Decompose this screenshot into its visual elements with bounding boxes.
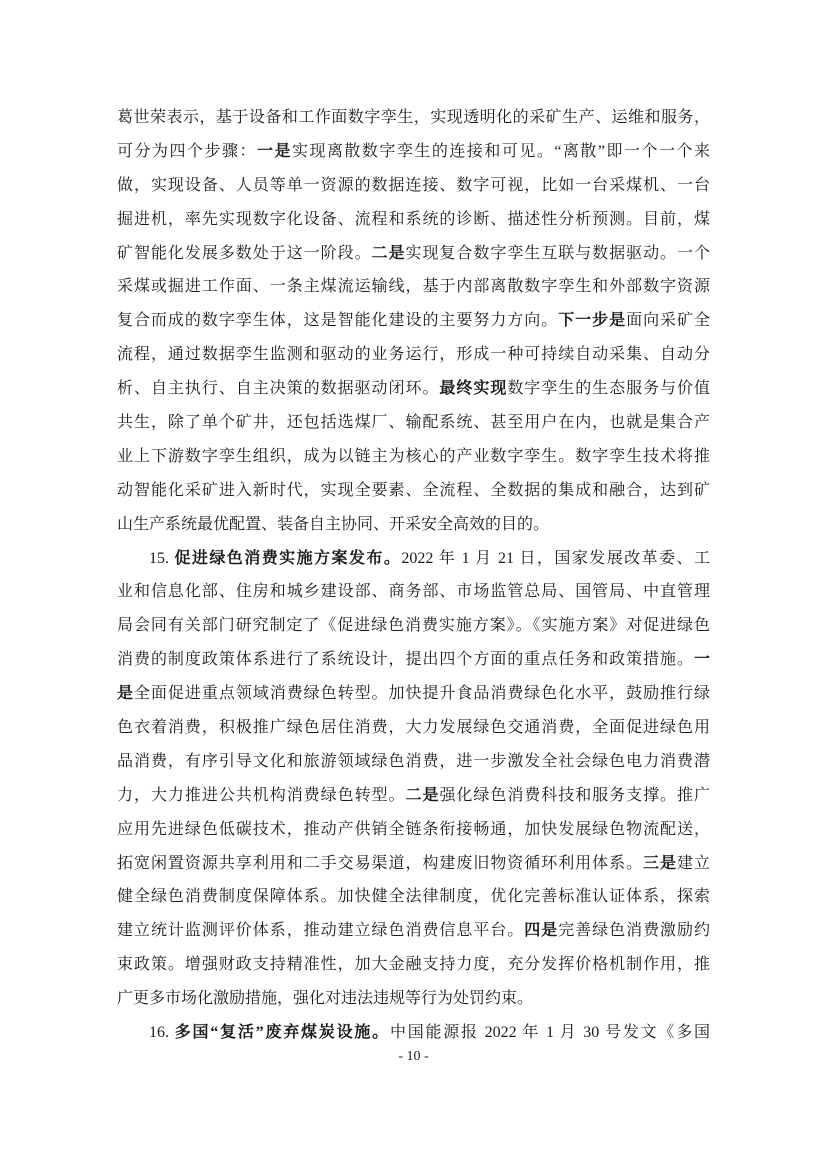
text-segment: 建立统计监测评价体系，推动建立绿色消费信息平台。 xyxy=(117,922,525,940)
text-segment: 流程，通过数据孪生监测和驱动的业务运行，形成一种可持续自动采集、自动分 xyxy=(117,346,710,364)
text-segment: 消费的制度政策体系进行了系统设计，提出四个方面的重点任务和政策措施。 xyxy=(117,651,694,669)
text-segment: 山生产系统最优配置、装备自主协同、开采安全高效的目的。 xyxy=(117,515,550,533)
bold-emphasis: 一 xyxy=(693,651,710,669)
text-segment: 拓宽闲置资源共享利用和二手交易渠道，构建废旧物资循环利用体系。 xyxy=(117,854,644,872)
text-segment: 业和信息化部、住房和城乡建设部、商务部、市场监管总局、国管局、中直管理 xyxy=(117,583,710,601)
text-segment: 共生，除了单个矿井，还包括选煤厂、输配系统、甚至用户在内，也就是集合产 xyxy=(117,414,710,432)
text-segment: 实现离散数字孪生的连接和可见。“离散”即一个一个来 xyxy=(291,142,710,160)
text-line xyxy=(117,372,710,406)
text-segment: 业上下游数字孪生组织，成为以链主为核心的产业数字孪生。数字孪生技术将推 xyxy=(117,447,710,465)
text-segment: 中国能源报 2022 年 1 月 30 号发文《多国 xyxy=(389,1024,710,1042)
bold-emphasis: 下一步是 xyxy=(558,312,627,330)
text-line xyxy=(117,304,710,338)
text-line xyxy=(117,643,710,677)
bold-emphasis: 二是 xyxy=(405,786,440,804)
text-line xyxy=(117,813,710,847)
text-line xyxy=(117,508,710,542)
text-segment: 品消费，有序引导文化和旅游领域绿色消费，进一步激发全社会绿色电力消费潜 xyxy=(117,752,710,770)
text-line xyxy=(117,169,710,203)
text-line xyxy=(117,440,710,474)
text-line xyxy=(117,575,710,609)
text-line xyxy=(117,609,710,643)
page-body xyxy=(117,101,710,1050)
text-segment: 完善绿色消费激励约 xyxy=(558,922,710,940)
text-segment: 面向采矿全 xyxy=(626,312,710,330)
text-segment: 做，实现设备、人员等单一资源的数据连接、数字可视，比如一台采煤机、一台 xyxy=(117,176,710,194)
text-segment: 数字孪生的生态服务与价值 xyxy=(507,380,710,398)
text-segment: 应用先进绿色低碳技术，推动产供销全链条衔接畅通，加快发展绿色物流配送， xyxy=(117,820,710,838)
text-line xyxy=(117,745,710,779)
text-segment: 色衣着消费，积极推广绿色居住消费，大力发展绿色交通消费，全面促进绿色用 xyxy=(117,719,710,737)
text-line xyxy=(117,338,710,372)
text-line xyxy=(117,237,710,271)
text-line xyxy=(117,847,710,881)
text-line xyxy=(117,542,710,576)
section-number: 15. xyxy=(149,549,175,567)
text-segment: 动智能化采矿进入新时代，实现全要素、全流程、全数据的集成和融合，达到矿 xyxy=(117,481,710,499)
text-line xyxy=(117,101,710,135)
text-segment: 广更多市场化激励措施，强化对违法违规等行为处罚约束。 xyxy=(117,990,534,1008)
section-heading: 促进绿色消费实施方案发布。 xyxy=(174,549,402,567)
text-segment: 复合而成的数字孪生体，这是智能化建设的主要努力方向。 xyxy=(117,312,559,330)
text-segment: 2022 年 1 月 21 日，国家发展改革委、工 xyxy=(401,549,710,567)
text-segment: 全面促进重点领域消费绿色转型。加快提升食品消费绿色化水平，鼓励推行绿 xyxy=(133,685,710,703)
text-segment: 矿智能化发展多数处于这一阶段。 xyxy=(117,244,372,262)
text-line xyxy=(117,474,710,508)
text-line xyxy=(117,270,710,304)
paragraph-digital-twin-steps xyxy=(117,101,710,542)
text-segment: 析、自主执行、自主决策的数据驱动闭环。 xyxy=(117,380,440,398)
text-line xyxy=(117,203,710,237)
text-segment: 掘进机，率先实现数字化设备、流程和系统的诊断、描述性分析预测。目前，煤 xyxy=(117,210,710,228)
section-number: 16. xyxy=(149,1024,175,1042)
text-line xyxy=(117,1016,710,1050)
text-segment: 可分为四个步骤： xyxy=(117,142,257,160)
text-line xyxy=(117,948,710,982)
text-line xyxy=(117,677,710,711)
bold-emphasis: 三是 xyxy=(643,854,677,872)
bold-emphasis: 最终实现 xyxy=(439,380,508,398)
text-segment: 强化绿色消费科技和服务支撑。推广 xyxy=(439,786,710,804)
text-segment: 局会同有关部门研究制定了《促进绿色消费实施方案》。《实施方案》对促进绿色 xyxy=(117,617,710,635)
text-segment: 实现复合数字孪生互联与数据驱动。一个 xyxy=(405,244,710,262)
text-line xyxy=(117,880,710,914)
text-line xyxy=(117,982,710,1016)
text-segment: 采煤或掘进工作面、一条主煤流运输线，基于内部离散数字孪生和外部数字资源 xyxy=(117,278,710,296)
text-segment: 健全绿色消费制度保障体系。加快健全法律制度，优化完善标准认证体系，探索 xyxy=(117,888,710,906)
text-line xyxy=(117,135,710,169)
bold-emphasis: 是 xyxy=(117,685,134,703)
text-segment: 葛世荣表示，基于设备和工作面数字孪生，实现透明化的采矿生产、运维和服务， xyxy=(117,109,710,126)
text-segment: 束政策。增强财政支持精准性，加大金融支持力度，充分发挥价格机制作用，推 xyxy=(117,956,710,974)
paragraph-coal-facilities xyxy=(117,1016,710,1050)
section-heading: 多国“复活”废弃煤炭设施。 xyxy=(174,1024,390,1042)
bold-emphasis: 四是 xyxy=(524,922,559,940)
text-segment: 建立 xyxy=(677,854,710,872)
bold-emphasis: 二是 xyxy=(371,244,406,262)
text-line xyxy=(117,711,710,745)
bold-emphasis: 一是 xyxy=(256,142,292,160)
text-line xyxy=(117,406,710,440)
text-line xyxy=(117,779,710,813)
page-number: - 10 - xyxy=(398,1049,429,1064)
text-segment: 力，大力推进公共机构消费绿色转型。 xyxy=(117,786,406,804)
text-line xyxy=(117,914,710,948)
paragraph-green-consumption xyxy=(117,542,710,1016)
